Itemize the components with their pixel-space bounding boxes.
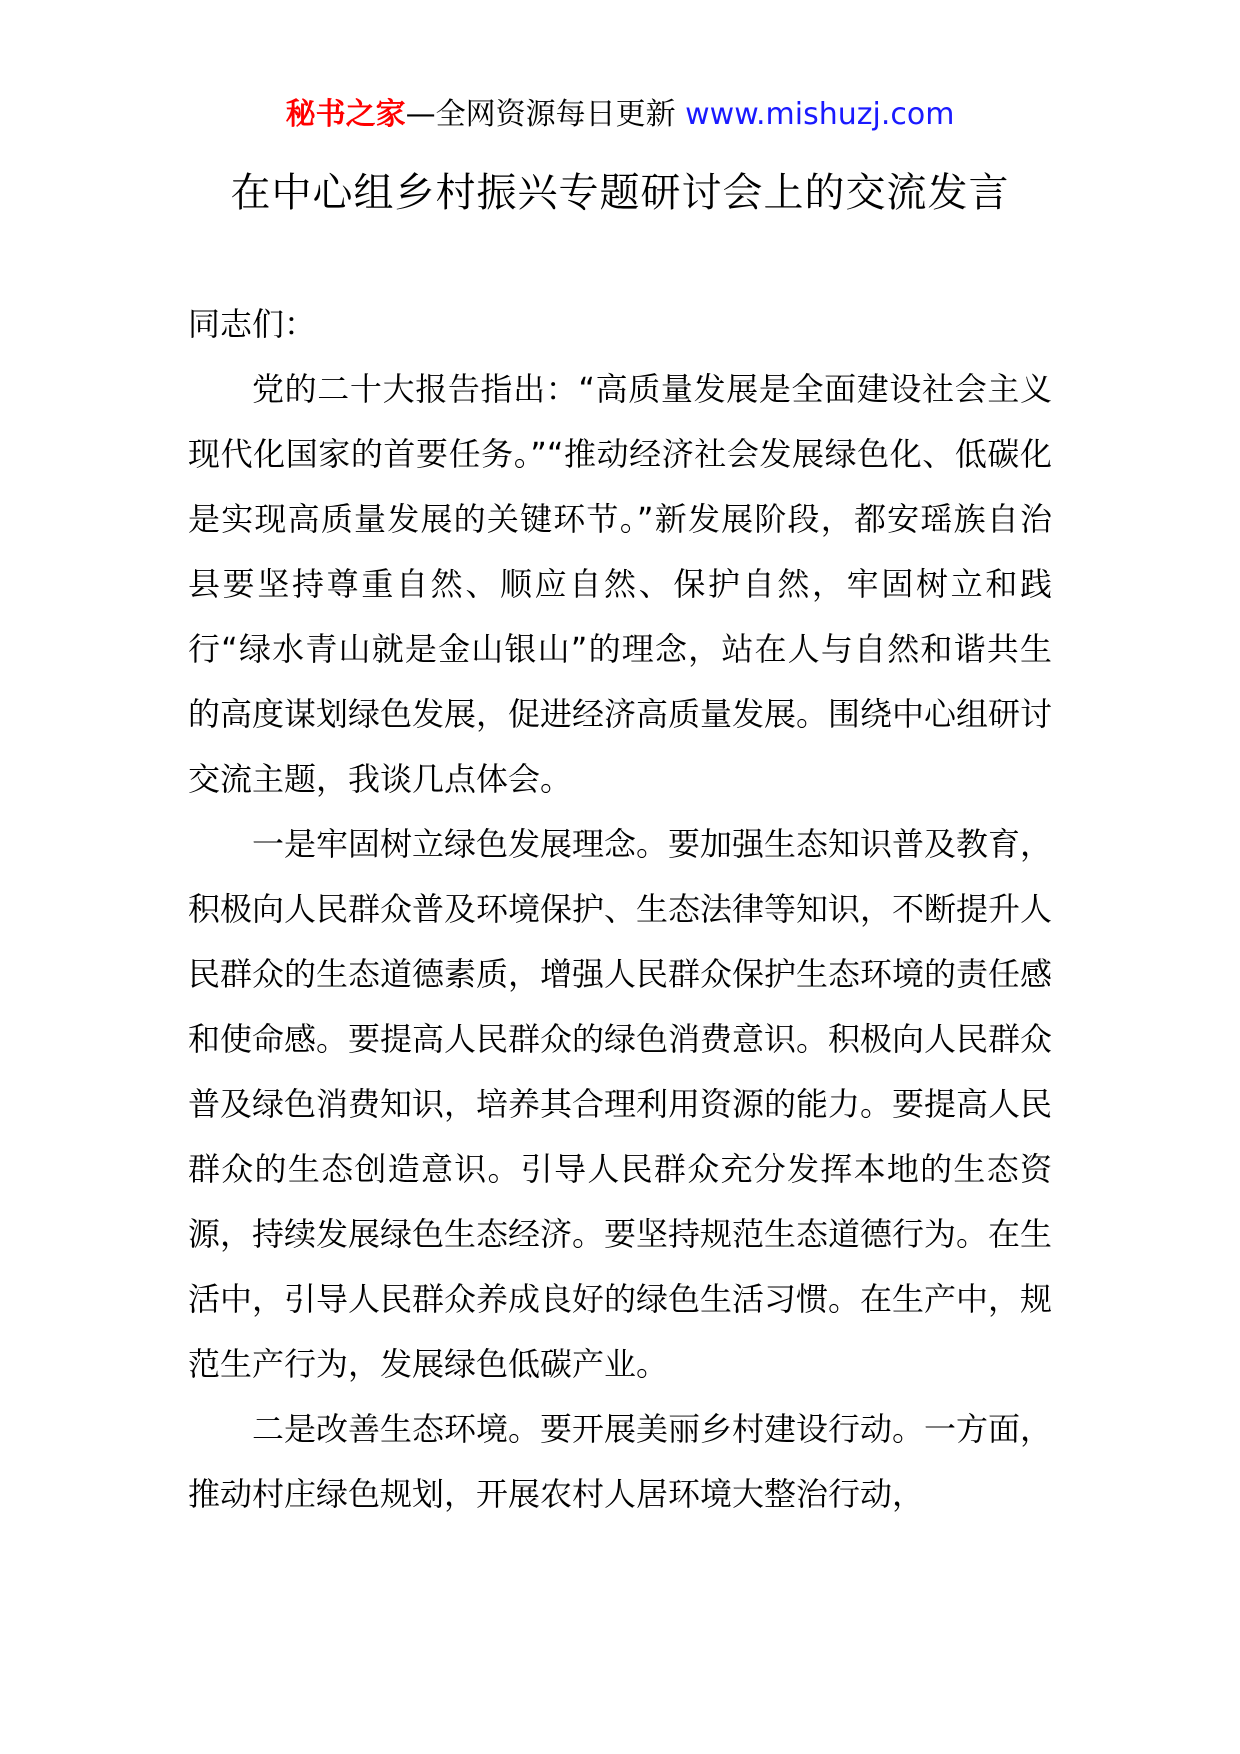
site-slogan: —全网资源每日更新 — [405, 97, 686, 132]
paragraph-point-two: 二是改善生态环境。要开展美丽乡村建设行动。一方面，推动村庄绿色规划，开展农村人居环境大整治行动， — [188, 1410, 1053, 1513]
site-url-link[interactable]: www.mishuzj.com — [685, 97, 955, 132]
site-brand: 秘书之家 — [285, 97, 406, 132]
document-title: 在中心组乡村振兴专题研讨会上的交流发言 — [230, 170, 1010, 216]
site-header — [0, 95, 1240, 135]
paragraph-point-one: 一是牢固树立绿色发展理念。要加强生态知识普及教育，积极向人民群众普及环境保护、生态法律等知识，不断提升人民群众的生态道德素质，增强人民群众保护生态环境的责任感和使命感。要提高人民群众的绿色消费意识。积极向人民群众普及绿色消费知识，培养其合理利用资源的能力。要提高人民群众的生态创造意识。引导人民群众充分发挥本地的生态资源，持续发展绿色生态经济。要坚持规范生态道德行为。在生活中，引导人民群众养成良好的绿色生活习惯。在生产中，规范生产行为，发展绿色低碳产业。 — [188, 825, 1053, 1383]
paragraph-intro: 党的二十大报告指出：“高质量发展是全面建设社会主义现代化国家的首要任务。”“推动经济社会发展绿色化、低碳化是实现高质量发展的关键环节。”新发展阶段，都安瑶族自治县要坚持尊重自然、顺应自然、保护自然，牢固树立和践行“绿水青山就是金山银山”的理念，站在人与自然和谐共生的高度谋划绿色发展，促进经济高质量发展。围绕中心组研讨交流主题，我谈几点体会。 — [188, 370, 1053, 798]
salutation: 同志们： — [188, 305, 317, 343]
document-body — [188, 292, 1052, 1527]
